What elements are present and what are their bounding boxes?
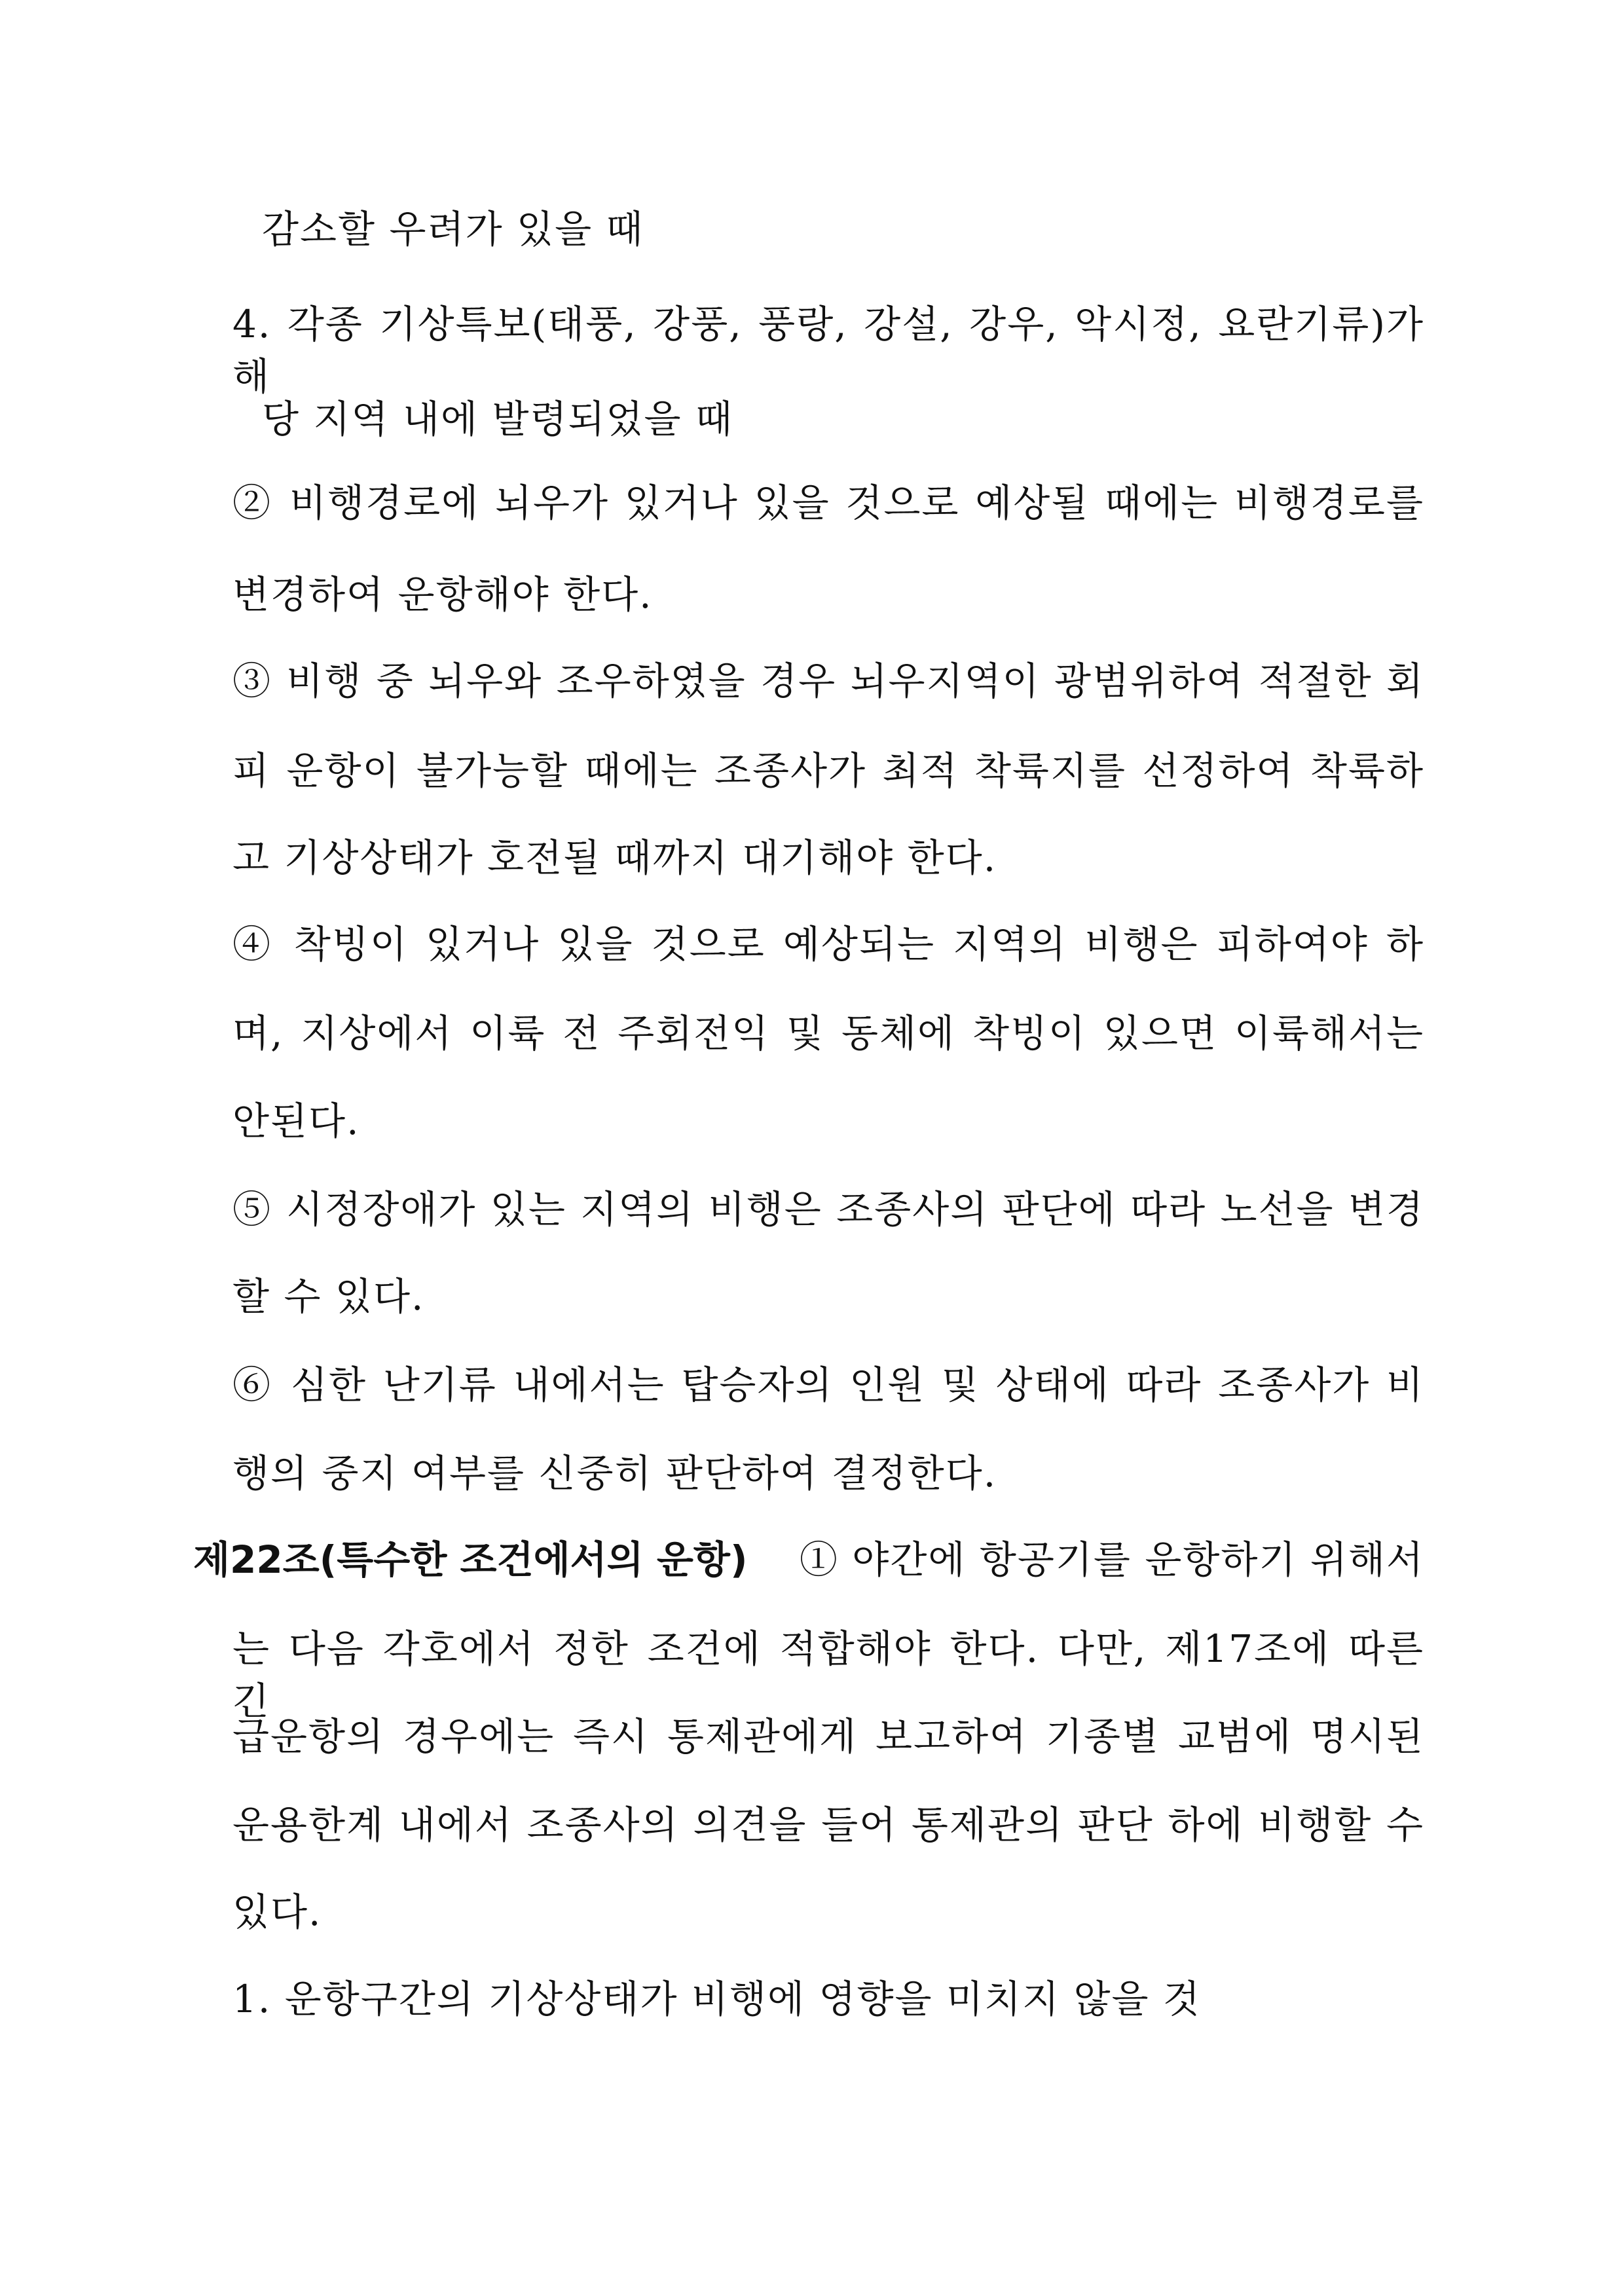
text-line: 고 기상상태가 호전될 때까지 대기해야 한다. — [232, 835, 997, 880]
text-line: ⑤ 시정장애가 있는 지역의 비행은 조종사의 판단에 따라 노선을 변경 — [232, 1187, 1424, 1232]
text-line: 피 운항이 불가능할 때에는 조종사가 최적 착륙지를 선정하여 착륙하 — [232, 748, 1424, 793]
text-line: 4. 각종 기상특보(태풍, 강풍, 풍랑, 강설, 강우, 악시정, 요란기류)가 해 — [232, 302, 1424, 399]
text-line: 할 수 있다. — [232, 1274, 425, 1319]
text-line: 는 다음 각호에서 정한 조건에 적합해야 한다. 다만, 제17조에 따른 긴 — [232, 1626, 1424, 1723]
text-line: ④ 착빙이 있거나 있을 것으로 예상되는 지역의 비행은 피하여야 하 — [232, 922, 1424, 966]
text-line: 감소할 우려가 있을 때 — [262, 207, 644, 251]
text-line: 안된다. — [232, 1099, 360, 1143]
article-22-first-line — [193, 1533, 1424, 1586]
text-line: 변경하여 운항해야 한다. — [232, 572, 653, 617]
text-line: 운용한계 내에서 조종사의 의견을 들어 통제관의 판단 하에 비행할 수 — [232, 1803, 1424, 1847]
article-heading: 제22조(특수한 조건에서의 운항) — [193, 1537, 748, 1582]
text-line: 급운항의 경우에는 즉시 통제관에게 보고하여 기종별 교범에 명시된 — [232, 1714, 1424, 1759]
text-line: 1. 운항구간의 기상상태가 비행에 영향을 미치지 않을 것 — [232, 1977, 1202, 2021]
text-line: ② 비행경로에 뇌우가 있거나 있을 것으로 예상될 때에는 비행경로를 — [232, 481, 1424, 525]
text-line: ⑥ 심한 난기류 내에서는 탑승자의 인원 및 상태에 따라 조종사가 비 — [232, 1363, 1424, 1407]
text-line: ③ 비행 중 뇌우와 조우하였을 경우 뇌우지역이 광범위하여 적절한 회 — [232, 659, 1424, 703]
text-line: 행의 중지 여부를 신중히 판단하여 결정한다. — [232, 1451, 997, 1496]
text-line: ① 야간에 항공기를 운항하기 위해서 — [786, 1537, 1424, 1582]
text-line: 며, 지상에서 이륙 전 주회전익 및 동체에 착빙이 있으면 이륙해서는 — [232, 1011, 1424, 1056]
text-line: 있다. — [232, 1890, 322, 1934]
text-line: 당 지역 내에 발령되었을 때 — [262, 397, 734, 441]
